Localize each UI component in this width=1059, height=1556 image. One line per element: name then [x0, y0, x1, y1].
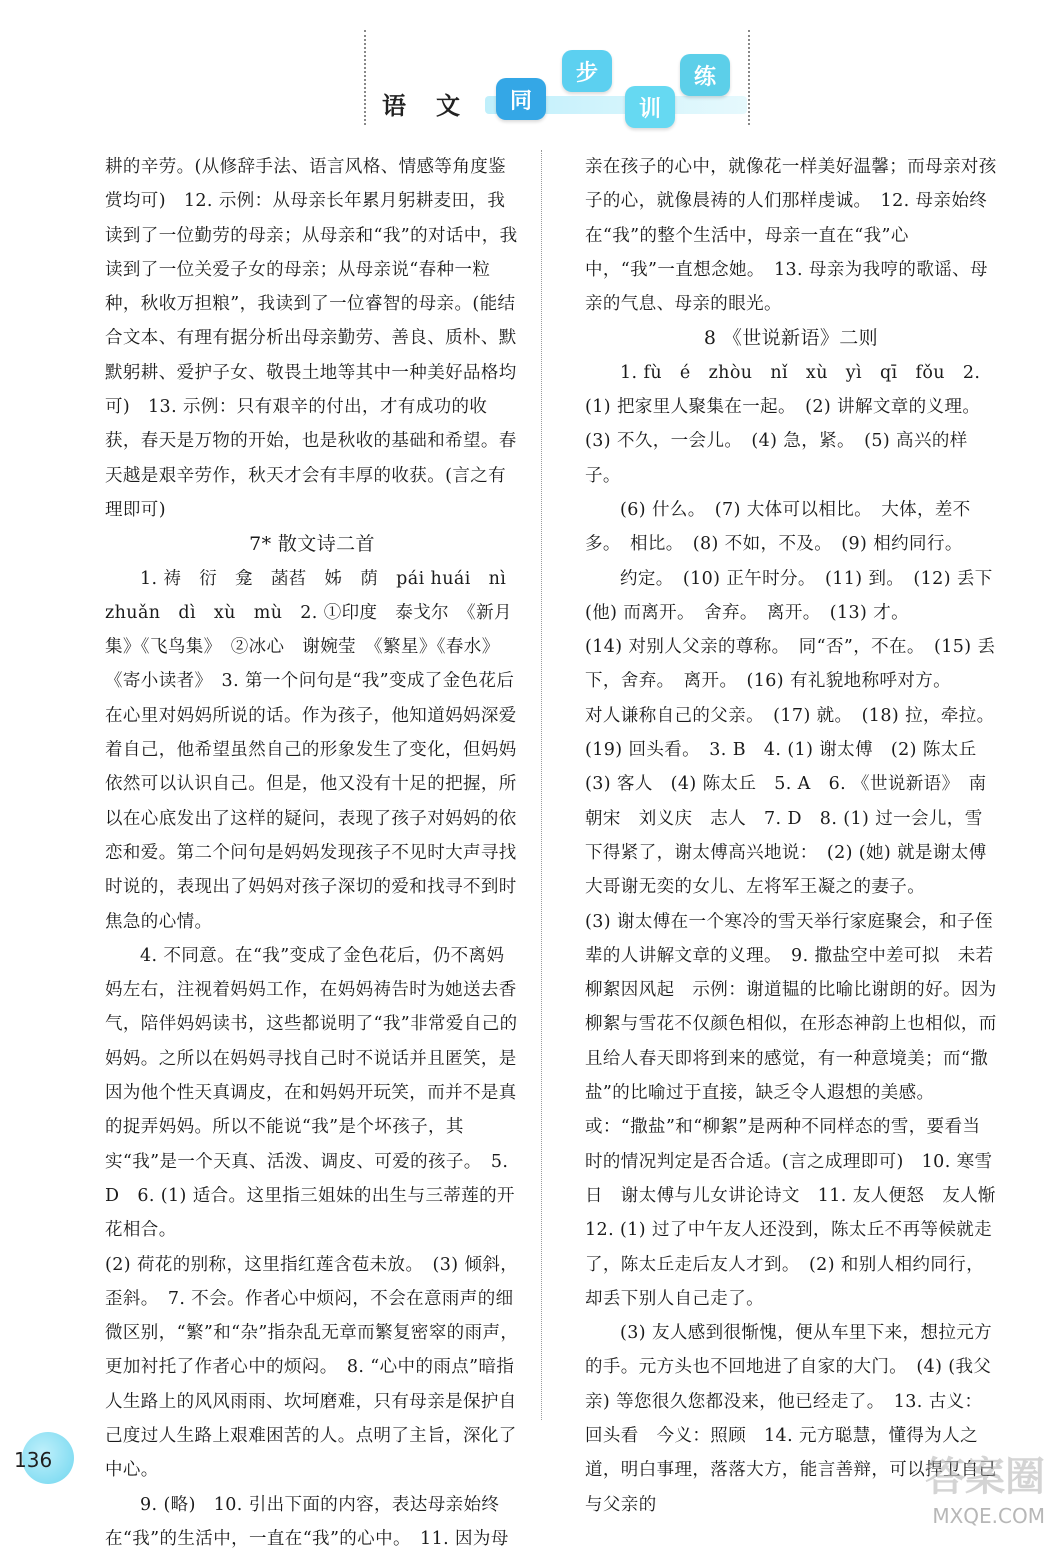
badge-bu: 步	[562, 50, 612, 92]
right-paragraph-8: (3) 友人感到很惭愧，便从车里下来，想拉元方的手。元方头也不回地进了自家的大门。 (4) (我父亲) 等您很久您都没来，他已经走了。 13. 古义：回头看 今义：照顾 14. 元方聪慧，懂得为人之道，明白事理，落落大方，能言善辩，可以捍卫自己与父亲的	[585, 1323, 997, 1515]
badge-xun: 训	[625, 86, 675, 128]
column-divider	[541, 150, 542, 1420]
badge-lian: 练	[680, 54, 730, 96]
header-dotted-line-left	[364, 30, 366, 125]
page-header	[0, 0, 1059, 140]
section-7-title: 7* 散文诗二首	[249, 533, 375, 556]
watermark-logo: 答案圈	[925, 1454, 1045, 1500]
header-dotted-line-right	[748, 30, 750, 125]
left-paragraph-1: 耕的辛劳。(从修辞手法、语言风格、情感等角度鉴赏均可) 12. 示例：从母亲长年累月躬耕麦田，我读到了一位勤劳的母亲；从母亲和“我”的对话中，我读到了一位关爱子女的母亲；从母亲说“春种一粒种，秋收万担粮”，我读到了一位睿智的母亲。(能结合文本、有理有据分析出母亲勤劳、善良、质朴、默默躬耕、爱护子女、敬畏土地等其中一种美好品格均可) 13. 示例：只有艰辛的付出，才有成功的收获，春天是万物的开始，也是秋收的基础和希望。春天越是艰辛劳作，秋天才会有丰厚的收获。(言之有理即可)	[105, 157, 518, 520]
left-column	[105, 150, 519, 1556]
right-paragraph-7: (3) 谢太傅在一个寒冷的雪天举行家庭聚会，和子侄辈的人讲解文章的义理。 9. 撒盐空中差可拟 未若柳絮因风起 示例：谢道韫的比喻比谢朗的好。因为柳絮与雪花不仅颜色相似，在形态神韵上也相似，而且给人春天即将到来的感觉，有一种意境美；而“撒盐”的比喻过于直接，缺乏令人遐想的美感。或：“撒盐”和“柳絮”是两种不同样态的雪，要看当时的情况判定是否合适。(言之成理即可) 10. 寒雪日 谢太傅与儿女讲论诗文 11. 友人便怒 友人惭 12. (1) 过了中午友人还没到，陈太丘不再等候就走了，陈太丘走后友人才到。 (2) 和别人相约同行，却丢下别人自己走了。	[585, 911, 1014, 1309]
badge-tong: 同	[496, 78, 546, 120]
right-paragraph-1: 亲在孩子的心中，就像花一样美好温馨；而母亲对孩子的心，就像晨祷的人们那样虔诚。 12. 母亲始终在“我”的整个生活中，母亲一直在“我”心中，“我”一直想念她。 13. 母亲为我哼的歌谣、母亲的气息、母亲的眼光。	[585, 157, 997, 315]
subject-char-2: 文	[436, 92, 460, 120]
left-paragraph-2: 1. 祷 衍 龛 菡萏 姊 荫 pái huái nì zhuǎn dì xù mù 2. ①印度 泰戈尔 《新月集》《飞鸟集》 ②冰心 谢婉莹 《繁星》《春水》《寄小读者》 3. 第一个问句是“我”变成了金色花后在心里对妈妈所说的话。作为孩子，他知道妈妈深爱着自己，他希望虽然自己的形象发生了变化，但妈妈依然可以认识自己。但是，他又没有十足的把握，所以在心底发出了这样的疑问，表现了孩子对妈妈的依恋和爱。第二个问句是妈妈发现孩子不见时大声寻找时说的，表现出了妈妈对孩子深切的爱和找寻不到时焦急的心情。	[105, 568, 517, 932]
left-paragraph-4: (2) 荷花的别称，这里指红莲含苞未放。 (3) 倾斜，歪斜。 7. 不会。作者心中烦闷，不会在意雨声的细微区别，“繁”和“杂”指杂乱无章而繁复密窣的雨声，更加衬托了作者心中的烦闷。 8. “心中的雨点”暗指人生路上的风风雨雨、坎坷磨难，只有母亲是保护自己度过人生路上艰难困苦的人。点明了主旨，深化了中心。	[105, 1254, 519, 1481]
page-number: 136	[14, 1448, 53, 1472]
subject-char-1: 语	[382, 92, 406, 120]
right-paragraph-6: 对人谦称自己的父亲。 (17) 就。 (18) 拉，牵拉。 (19) 回头看。 3. B 4. (1) 谢太傅 (2) 陈太丘 (3) 客人 (4) 陈太丘 5. A 6. 《世说新语》 南朝宋 刘义庆 志人 7. D 8. (1) 过一会儿，雪下得紧了，谢太傅高兴地说： (2) (她) 就是谢太傅大哥谢无奕的女儿、左将军王凝之的妻子。	[585, 705, 1004, 898]
right-paragraph-4: 约定。 (10) 正午时分。 (11) 到。 (12) 丢下(他) 而离开。 舍弃。 离开。 (13) 才。	[585, 568, 993, 623]
watermark-url: MXQE.COM	[932, 1504, 1045, 1528]
right-paragraph-3: (6) 什么。 (7) 大体可以相比。 大体，差不多。 相比。 (8) 不如，不及。 (9) 相约同行。	[585, 499, 971, 555]
left-paragraph-5: 9. (略) 10. 引出下面的内容，表达母亲始终在“我”的生活中，一直在“我”的心中。 11. 因为母	[105, 1494, 509, 1549]
right-paragraph-2: 1. fù é zhòu nǐ xù yì qī fǒu 2. (1) 把家里人聚集在一起。 (2) 讲解文章的义理。 (3) 不久，一会儿。 (4) 急，紧。 (5) 高兴的样子。	[585, 362, 990, 486]
right-paragraph-5: (14) 对别人父亲的尊称。 同“否”，不在。 (15) 丢下，舍弃。 离开。 (16) 有礼貌地称呼对方。	[585, 637, 996, 692]
left-paragraph-3: 4. 不同意。在“我”变成了金色花后，仍不离妈妈左右，注视着妈妈工作，在妈妈祷告时为她送去香气，陪伴妈妈读书，这些都说明了“我”非常爱自己的妈妈。之所以在妈妈寻找自己时不说话并且匿笑，是因为他个性天真调皮，在和妈妈开玩笑，而并不是真的捉弄妈妈。所以不能说“我”是个坏孩子，其实“我”是一个天真、活泼、调皮、可爱的孩子。 5. D 6. (1) 适合。这里指三姐妹的出生与三蒂莲的开花相合。	[105, 945, 518, 1241]
section-8-title: 8 《世说新语》二则	[703, 327, 879, 350]
